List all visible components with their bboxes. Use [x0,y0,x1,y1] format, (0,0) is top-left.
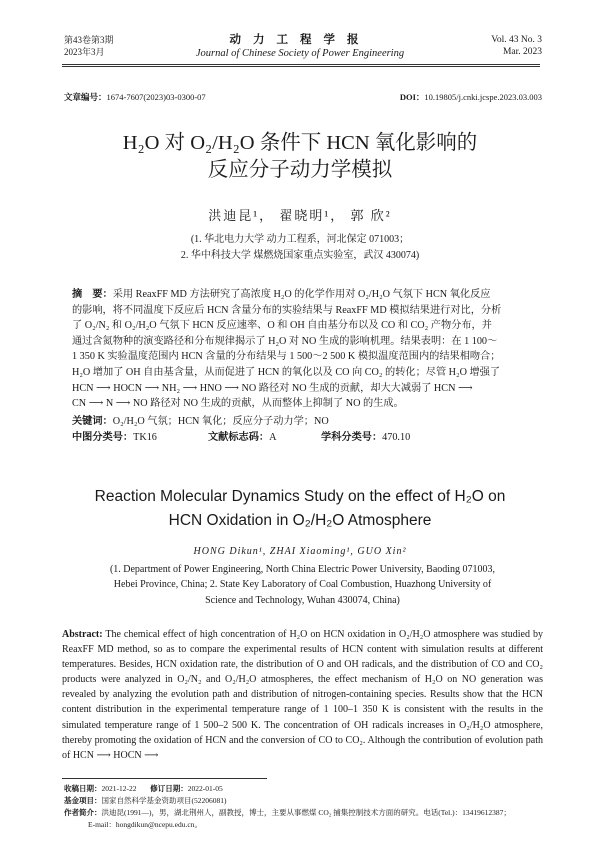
abstract-cn-line: H₂O 增加了 OH 自由基含量，从而促进了 HCN 的氧化以及 CO 向 CO₂ 的转化；尽管 H₂O 增强了 [72,366,501,378]
journal-name-en: Journal of Chinese Society of Power Engineering [195,48,405,59]
title-cn [0,130,600,184]
article-number [64,91,206,103]
subject-value: 470.10 [382,432,411,443]
author-bio-label: 作者简介： [64,808,102,817]
author-bio: 洪迪昆(1991—)，男，湖北荆州人，副教授，博士，主要从事燃煤 CO₂ 捕集控制技术方面的研究。电话(Tel.)：13419612387； [101,808,511,817]
clc-value: TK16 [133,432,157,443]
doi-value: 10.19805/j.cnki.jcspe.2023.03.003 [424,92,542,102]
abstract-cn-line: HCN ⟶ HOCN ⟶ NH₂ ⟶ HNO ⟶ NO 路径对 NO 生成的贡献，却大大减弱了 HCN ⟶ [72,382,473,394]
abstract-cn-line: 通过含氮物种的演变路径和分布规律揭示了 H₂O 对 NO 生成的影响机理。结果表明：在 1 100～ [72,335,498,347]
authors-cn: 洪迪昆¹， 翟晓明¹， 郭 欣² [208,208,392,223]
title-cn-line-1: H₂O 对 O₂/H₂O 条件下 HCN 氧化影响的 [122,132,478,154]
fund-value: 国家自然科学基金资助项目(52206081) [101,796,227,805]
fund-label: 基金项目： [64,796,102,805]
abstract-cn-line: 的影响，将不同温度下反应后 HCN 含量分布的实验结果与 ReaxFF MD 模拟结果进行对比，分析 [72,304,502,316]
volume-line: 第43卷第3期 [64,35,114,45]
subject-label: 学科分类号： [321,432,383,443]
title-en [0,485,600,533]
footnote-rule [62,778,267,779]
footnotes [64,783,544,831]
affiliation-en-line: Hebei Province, China; 2. State Key Laboratory of Coal Combustion, Huazhong University of [113,579,492,591]
affiliations-cn [0,232,600,264]
affiliations-en [80,562,525,608]
revised-label: 修订日期： [150,784,188,793]
volume-line-en: Vol. 43 No. 3 [491,35,542,45]
abstract-cn-line: CN ⟶ N ⟶ NO 路径对 NO 生成的贡献，从而整体上抑制了 NO 的生成。 [72,398,404,410]
keywords-cn-label: 关键词： [72,416,113,427]
title-en-line-2: HCN Oxidation in O₂/H₂O Atmosphere [168,512,432,529]
abstract-cn-line: 1 350 K 实验温度范围内 HCN 含量的分布结果与 1 500～2 500 K 模拟温度范围内的结果相吻合； [72,351,501,363]
abstract-en-label: Abstract: [62,629,103,640]
abstract-en [62,627,543,763]
journal-volume-en [491,34,542,58]
abstract-cn [72,287,542,412]
doc-code-label: 文献标志码： [208,432,270,443]
received-label: 收稿日期： [64,784,102,793]
doi-label: DOI： [399,92,425,102]
keywords-cn-value: O₂/H₂O 气氛；HCN 氧化；反应分子动力学；NO [112,416,329,427]
affiliation-cn-1: (1. 华北电力大学 动力工程系，河北保定 071003； [190,234,410,245]
journal-name-cn: 动力工程学报 [229,34,371,46]
received-date: 2021-12-22 [101,784,137,793]
doc-code-value: A [269,432,276,443]
article-number-value: 1674-7607(2023)03-0300-07 [106,92,206,102]
revised-date: 2022-01-05 [187,784,223,793]
abstract-cn-line: 了 O₂/N₂ 和 O₂/H₂O 气氛下 HCN 反应速率、O 和 OH 自由基分布以及 CO 和 CO₂ 产物分布，并 [72,320,492,332]
date-line: 2023年3月 [64,47,105,57]
article-number-label: 文章编号： [64,92,107,102]
authors-en: HONG Dikun¹, ZHAI Xiaoming¹, GUO Xin² [193,546,407,557]
author-email: E-mail：hongdikun@ncepu.edu.cn。 [88,820,202,829]
affiliation-en-line: (1. Department of Power Engineering, North China Electric Power University, Baoding 071003, [109,564,496,575]
abstract-en-text: The chemical effect of high concentration of H₂O on HCN oxidation in O₂/H₂O atmosphere was studied by ReaxFF MD method, so as to compare the experimental results of HCN content with simulation results at different temperatures. Besides, HCN oxidation rate, the distribution of O and OH radicals, and the distribution of CO and CO₂ products were analyzed in O₂/N₂ and O₂/H₂O atmospheres, the effect mechanism of H₂O on NO generation was revealed by analyzing the evolution path and distribution of nitrogen-containing species. Results show that the HCN content distribution in the experimental temperature range of 1 100–1 350 K is consistent with the results in the simulated temperature range of 1 500–2 500 K. The concentration of OH radicals increases in O₂/H₂O atmosphere, thereby promoting the oxidation of HCN and the conversion of CO to CO₂. Although the contribution of evolution path of HCN ⟶ HOCN ⟶ [62,629,543,761]
abstract-cn-label: 摘 要： [72,289,113,300]
affiliation-cn-2: 2. 华中科技大学 煤燃烧国家重点实验室，武汉 430074) [180,250,420,261]
classification [72,430,542,446]
title-cn-line-2: 反应分子动力学模拟 [207,159,393,181]
affiliation-en-line: Science and Technology, Wuhan 430074, China) [205,594,400,606]
doi [400,91,542,103]
keywords-cn [72,414,542,430]
clc-label: 中图分类号： [72,432,134,443]
header-rule [62,64,540,65]
title-en-line-1: Reaction Molecular Dynamics Study on the effect of H₂O on [94,488,506,505]
date-line-en: Mar. 2023 [502,47,542,57]
abstract-cn-line: 采用 ReaxFF MD 方法研究了高浓度 H₂O 的化学作用对 O₂/H₂O 气氛下 HCN 氧化反应 [112,289,491,300]
header-rule-2 [62,66,540,67]
